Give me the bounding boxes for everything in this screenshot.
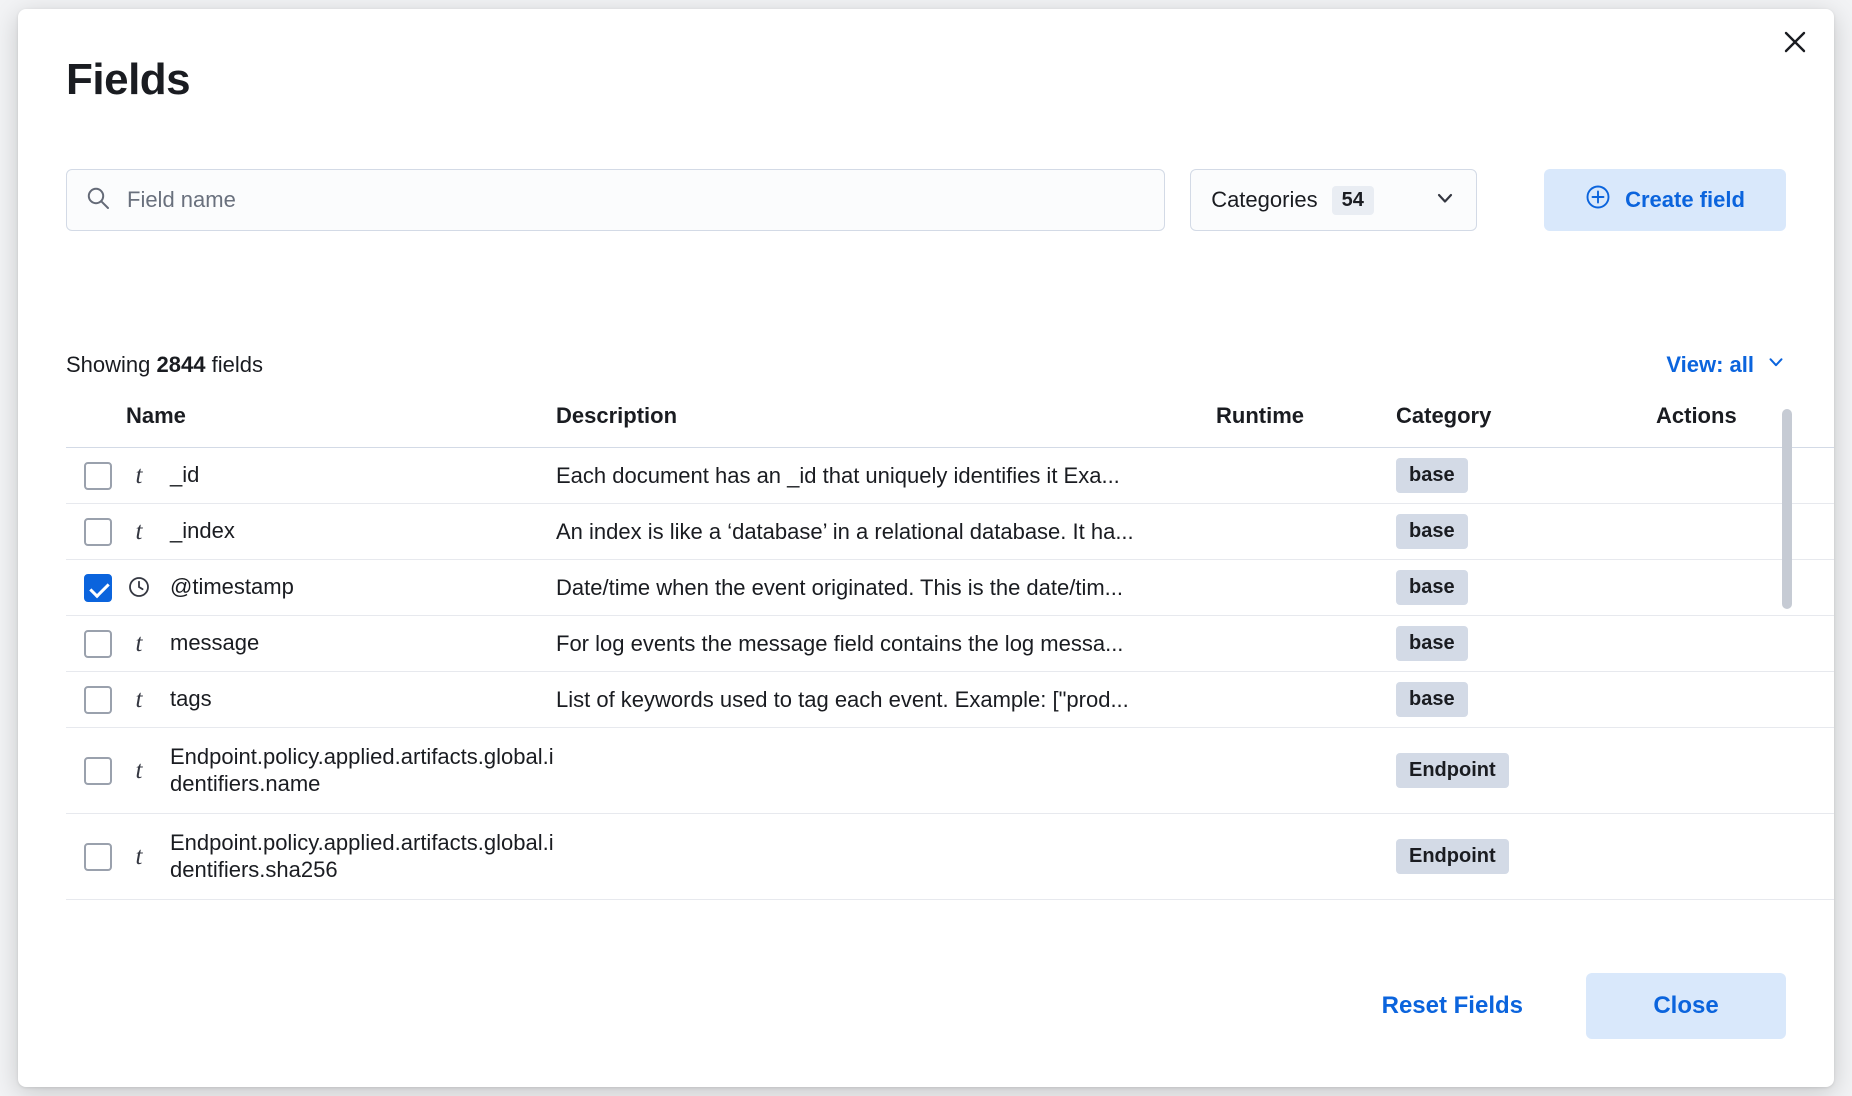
table-row[interactable]: [66, 814, 1834, 900]
field-description: List of keywords used to tag each event. Example: ["prod...: [556, 686, 1129, 712]
close-icon[interactable]: [1778, 25, 1812, 59]
field-category-cell: [1396, 672, 1656, 728]
row-checkbox[interactable]: [84, 630, 112, 658]
field-actions-cell: [1656, 616, 1834, 672]
text-type-icon: t: [135, 461, 143, 489]
field-description: Date/time when the event originated. This is the date/tim...: [556, 574, 1124, 600]
field-runtime-cell: [1216, 814, 1396, 900]
header-name: Name: [126, 403, 556, 448]
search-input[interactable]: [125, 186, 1146, 214]
category-badge: base: [1396, 514, 1468, 549]
close-button[interactable]: Close: [1586, 973, 1786, 1039]
row-checkbox[interactable]: [84, 462, 112, 490]
fields-table-container: [66, 403, 1786, 919]
category-badge: base: [1396, 458, 1468, 493]
field-name: message: [170, 630, 260, 656]
category-badge: base: [1396, 626, 1468, 661]
row-select-cell: [66, 672, 126, 728]
scrollbar-thumb[interactable]: [1782, 409, 1792, 609]
field-description-cell: [556, 616, 1216, 672]
field-name: _id: [170, 462, 200, 488]
field-description-cell: [556, 448, 1216, 504]
field-actions-cell: [1656, 504, 1834, 560]
field-description: For log events the message field contains the log messa...: [556, 630, 1124, 656]
row-checkbox[interactable]: [84, 843, 112, 871]
category-badge: base: [1396, 682, 1468, 717]
table-scrollbar[interactable]: [1782, 409, 1792, 917]
header-select: [66, 403, 126, 448]
search-icon: [85, 185, 111, 216]
field-name-cell: [126, 560, 556, 616]
text-type-icon: t: [135, 685, 143, 713]
field-name: Endpoint.policy.applied.artifacts.global.identifiers.sha256: [170, 829, 554, 882]
header-actions: Actions: [1656, 403, 1834, 448]
create-field-label: Create field: [1625, 187, 1745, 212]
field-description-cell: [556, 560, 1216, 616]
field-name-cell: [126, 672, 556, 728]
field-category-cell: [1396, 504, 1656, 560]
reset-fields-button[interactable]: Reset Fields: [1364, 982, 1541, 1030]
showing-count: [66, 352, 263, 378]
fields-toolbar: [66, 169, 1786, 231]
field-description: Each document has an _id that uniquely identifies it Exa...: [556, 462, 1120, 488]
categories-count-badge: 54: [1332, 186, 1374, 215]
plus-in-circle-icon: [1585, 184, 1611, 216]
fields-table: [66, 403, 1834, 900]
row-select-cell: [66, 728, 126, 814]
table-row[interactable]: [66, 504, 1834, 560]
field-actions-cell: [1656, 448, 1834, 504]
row-select-cell: [66, 560, 126, 616]
view-selector-label: View: all: [1666, 352, 1754, 377]
field-category-cell: [1396, 448, 1656, 504]
text-type-icon: t: [135, 517, 143, 545]
header-runtime: Runtime: [1216, 403, 1396, 448]
table-row[interactable]: [66, 616, 1834, 672]
search-field-container[interactable]: [66, 169, 1165, 231]
field-actions-cell: [1656, 672, 1834, 728]
text-type-icon: t: [135, 842, 143, 870]
field-name: @timestamp: [170, 574, 294, 600]
field-name-cell: [126, 616, 556, 672]
row-select-cell: [66, 814, 126, 900]
create-field-button[interactable]: [1544, 169, 1786, 231]
chevron-down-icon: [1766, 352, 1786, 378]
field-runtime-cell: [1216, 448, 1396, 504]
field-category-cell: [1396, 728, 1656, 814]
showing-suffix: fields: [211, 352, 263, 377]
table-row[interactable]: [66, 448, 1834, 504]
row-checkbox[interactable]: [84, 518, 112, 546]
field-description-cell: [556, 504, 1216, 560]
chevron-down-icon: [1434, 187, 1456, 214]
table-row[interactable]: [66, 672, 1834, 728]
page-title: Fields: [66, 55, 191, 104]
field-category-cell: [1396, 616, 1656, 672]
fields-modal: [18, 9, 1834, 1087]
field-description-cell: [556, 672, 1216, 728]
table-row[interactable]: [66, 728, 1834, 814]
table-row[interactable]: [66, 560, 1834, 616]
row-select-cell: [66, 504, 126, 560]
modal-footer: [1364, 973, 1786, 1039]
category-badge: Endpoint: [1396, 753, 1509, 788]
field-description: An index is like a ‘database’ in a relational database. It ha...: [556, 518, 1134, 544]
row-checkbox[interactable]: [84, 686, 112, 714]
row-select-cell: [66, 616, 126, 672]
field-name-cell: [126, 448, 556, 504]
field-name-cell: [126, 728, 556, 814]
table-header-row: [66, 403, 1834, 448]
field-actions-cell: [1656, 814, 1834, 900]
text-type-icon: t: [135, 756, 143, 784]
field-category-cell: [1396, 814, 1656, 900]
row-checkbox[interactable]: [84, 757, 112, 785]
fields-table-body: [66, 448, 1834, 900]
field-description-cell: [556, 814, 1216, 900]
field-actions-cell: [1656, 728, 1834, 814]
field-name-cell: [126, 504, 556, 560]
field-name: _index: [170, 518, 235, 544]
field-runtime-cell: [1216, 560, 1396, 616]
categories-dropdown[interactable]: [1190, 169, 1477, 231]
view-selector[interactable]: [1666, 352, 1786, 378]
row-checkbox[interactable]: [84, 574, 112, 602]
field-name-cell: [126, 814, 556, 900]
field-description-cell: [556, 728, 1216, 814]
categories-label: Categories: [1211, 187, 1318, 212]
field-name: tags: [170, 686, 212, 712]
field-runtime-cell: [1216, 672, 1396, 728]
row-select-cell: [66, 448, 126, 504]
header-category: Category: [1396, 403, 1656, 448]
field-runtime-cell: [1216, 728, 1396, 814]
showing-prefix: Showing: [66, 352, 151, 377]
showing-number: 2844: [156, 352, 206, 377]
category-badge: base: [1396, 570, 1468, 605]
date-type-icon: [126, 575, 152, 599]
header-description: Description: [556, 403, 1216, 448]
field-category-cell: [1396, 560, 1656, 616]
field-actions-cell: [1656, 560, 1834, 616]
field-name: Endpoint.policy.applied.artifacts.global.identifiers.name: [170, 743, 554, 796]
text-type-icon: t: [135, 629, 143, 657]
field-runtime-cell: [1216, 504, 1396, 560]
category-badge: Endpoint: [1396, 839, 1509, 874]
field-runtime-cell: [1216, 616, 1396, 672]
